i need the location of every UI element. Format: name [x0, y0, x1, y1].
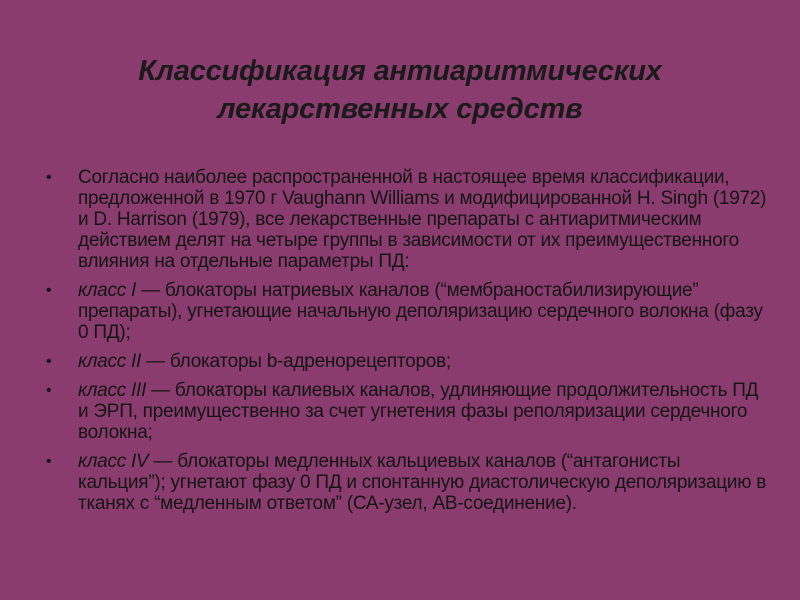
- bullet-icon: •: [46, 453, 52, 470]
- bullet-item-class-2: [40, 351, 770, 372]
- bullet-list: [40, 167, 770, 522]
- bullet-text: — блокаторы калиевых каналов, удлиняющие продолжительность ПД и ЭРП, преимущественно за счет угнетения фазы реполяризации сердечного волокна;: [78, 380, 759, 443]
- bullet-icon: •: [46, 282, 52, 299]
- slide-title-line-2: лекарственных средств: [217, 93, 583, 125]
- bullet-class-label: класс IV: [78, 451, 149, 472]
- bullet-item-class-4: [40, 451, 770, 514]
- bullet-icon: •: [46, 353, 52, 370]
- bullet-text: Согласно наиболее распространенной в настоящее время классификации, предложенной в 1970 г Vaughann Williams и модифицированной H. Singh (1972) и D. Harrison (1979), все лекарственные препараты с антиаритмическим действием делят на четыре группы в зависимости от их преимущественного влияния на отдельные параметры ПД:: [78, 167, 767, 272]
- slide-title: [40, 52, 760, 128]
- bullet-icon: •: [46, 169, 52, 186]
- bullet-text: — блокаторы медленных кальциевых каналов (“антагонисты кальция”); угнетают фазу 0 ПД и спонтанную диастолическую деполяризацию в тканях с “медленным ответом” (СА-узел, АВ-соединение).: [78, 451, 767, 514]
- bullet-text: — блокаторы натриевых каналов (“мембраностабилизирующие” препараты), угнетающие начальную деполяризацию сердечного волокна (фазу 0 ПД);: [78, 280, 763, 343]
- bullet-class-label: класс II: [78, 351, 142, 372]
- bullet-class-label: класс I: [78, 280, 137, 301]
- slide-title-line-1: Классификация антиаритмических: [138, 55, 662, 87]
- bullet-class-label: класс III: [78, 380, 147, 401]
- bullet-item-intro: [40, 167, 770, 272]
- bullet-item-class-1: [40, 280, 770, 343]
- bullet-icon: •: [46, 382, 52, 399]
- bullet-item-class-3: [40, 380, 770, 443]
- bullet-text: — блокаторы b-адренорецепторов;: [141, 351, 451, 372]
